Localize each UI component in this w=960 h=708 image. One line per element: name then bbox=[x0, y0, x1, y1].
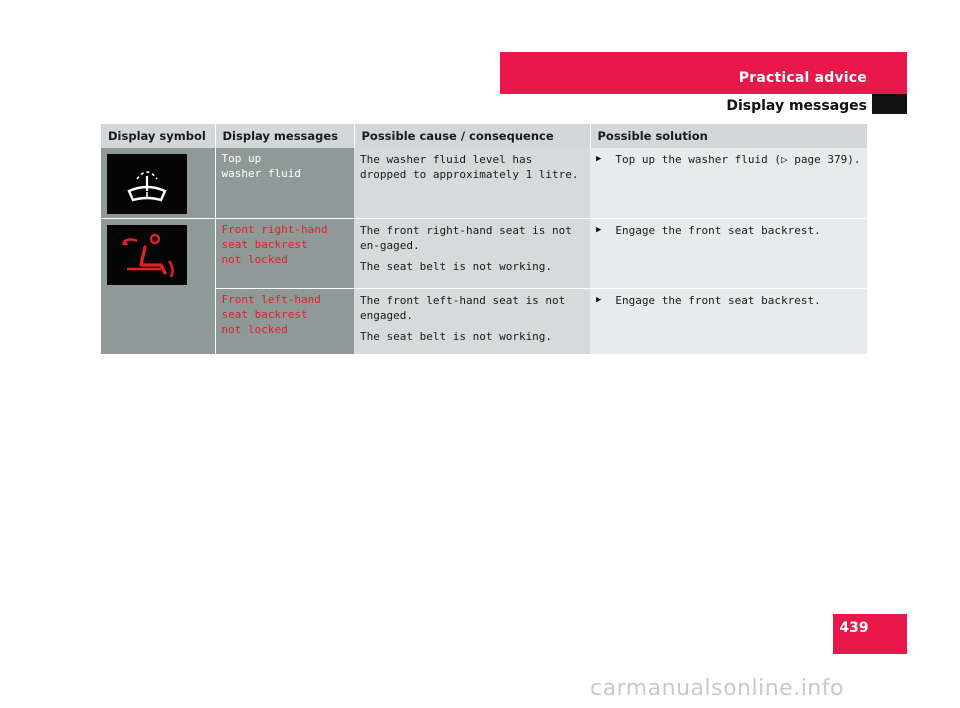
message-cell bbox=[215, 289, 354, 355]
cause-text: The front left-hand seat is not engaged. bbox=[360, 294, 566, 322]
bullet-icon: ▶ bbox=[596, 295, 602, 305]
solution-cell bbox=[590, 289, 867, 355]
message-line: not locked bbox=[221, 323, 288, 336]
message-line: seat backrest bbox=[221, 308, 308, 321]
cause-text: The washer fluid level has dropped to approximately 1 litre. bbox=[360, 153, 579, 181]
table-row bbox=[101, 289, 867, 355]
bullet-icon: ▶ bbox=[596, 154, 602, 164]
page-number: 439 bbox=[839, 620, 869, 636]
solution-cell bbox=[590, 148, 867, 219]
washer-fluid-icon bbox=[107, 154, 187, 214]
solution-text: Engage the front seat backrest. bbox=[615, 294, 821, 307]
message-line: washer fluid bbox=[221, 167, 301, 180]
table-row bbox=[101, 219, 867, 289]
message-line: Front right-hand bbox=[221, 223, 328, 236]
seat-backrest-icon bbox=[107, 225, 187, 285]
solution-text: Engage the front seat backrest. bbox=[615, 224, 821, 237]
cause-cell bbox=[354, 148, 590, 219]
display-messages-table bbox=[101, 124, 867, 354]
section-title: Practical advice bbox=[738, 70, 867, 86]
cause-text: The seat belt is not working. bbox=[360, 330, 553, 343]
col-possible-solution: Possible solution bbox=[590, 124, 867, 148]
symbol-cell bbox=[101, 219, 215, 355]
solution-text: Top up the washer fluid (▷ page 379). bbox=[615, 153, 861, 166]
cause-cell bbox=[354, 219, 590, 289]
watermark: carmanualsonline.info bbox=[590, 676, 844, 701]
col-display-symbol: Display symbol bbox=[101, 124, 215, 148]
col-display-messages: Display messages bbox=[215, 124, 354, 148]
table-header-row bbox=[101, 124, 867, 148]
message-line: Top up bbox=[221, 152, 262, 165]
message-cell bbox=[215, 219, 354, 289]
message-line: Front left-hand bbox=[221, 293, 321, 306]
message-line: seat backrest bbox=[221, 238, 308, 251]
message-line: not locked bbox=[221, 253, 288, 266]
solution-cell bbox=[590, 219, 867, 289]
bullet-icon: ▶ bbox=[596, 225, 602, 235]
cause-cell bbox=[354, 289, 590, 355]
message-cell bbox=[215, 148, 354, 219]
table-row bbox=[101, 148, 867, 219]
subsection-title: Display messages bbox=[726, 98, 867, 114]
header-black-tab bbox=[872, 94, 907, 114]
cause-text: The front right-hand seat is not en-gaged. bbox=[360, 224, 572, 252]
symbol-cell bbox=[101, 148, 215, 219]
col-possible-cause: Possible cause / consequence bbox=[354, 124, 590, 148]
cause-text: The seat belt is not working. bbox=[360, 260, 553, 273]
